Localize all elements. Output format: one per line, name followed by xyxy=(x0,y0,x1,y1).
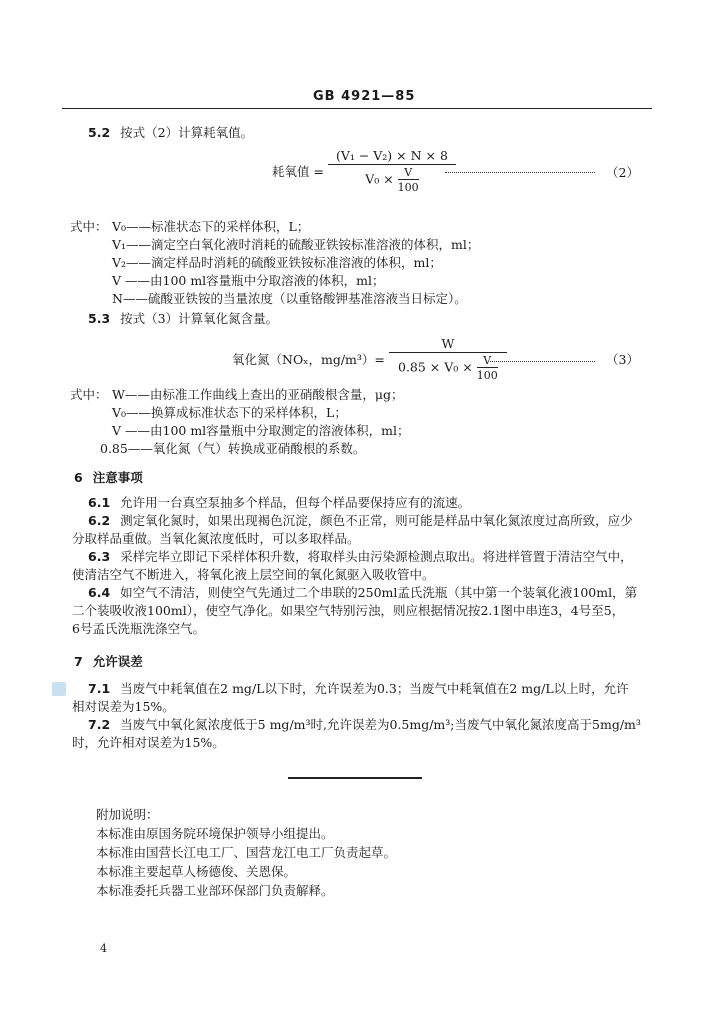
sec7-item-2-line-2: 时，允许相对误差为15%。 xyxy=(72,735,225,750)
formula-2-inner-denominator: 100 xyxy=(397,181,419,194)
formula-3-fraction xyxy=(389,336,507,382)
sec53-heading xyxy=(88,310,278,328)
item-number: 7.2 xyxy=(88,717,111,732)
formula-3-inner-denominator: 100 xyxy=(476,369,498,382)
section-divider xyxy=(288,777,422,779)
sec53-def-2: V ——由100 ml容量瓶中分取测定的溶液体积，ml； xyxy=(112,423,410,438)
notes-line-3: 本标准主要起草人杨德俊、关恩保。 xyxy=(96,864,297,879)
sec52-heading xyxy=(88,124,253,142)
formula-2-denominator-pre: V₀ × xyxy=(365,171,394,187)
sec7-item-2 xyxy=(88,716,641,734)
formula-3-lhs: 氧化氮（NOₓ，mg/m³）= xyxy=(232,352,385,367)
formula-2-leader-dots xyxy=(445,172,595,173)
formula-2-denominator xyxy=(328,165,456,194)
sec6-item-2 xyxy=(88,512,633,530)
sec53-def-3: 0.85——氧化氮（气）转换成亚硝酸根的系数。 xyxy=(100,441,366,456)
header-rule xyxy=(62,108,652,109)
sec6-title: 注意事项 xyxy=(92,470,143,485)
formula-3-denominator xyxy=(389,353,507,382)
formula-2-lhs: 耗氧值 = xyxy=(272,164,324,179)
sec6-item-1 xyxy=(88,494,470,512)
standard-code: GB 4921—85 xyxy=(313,89,416,104)
sec7-heading xyxy=(74,652,143,670)
item-line: 测定氧化氮时，如果出现褐色沉淀，颜色不正常，则可能是样品中氧化氮浓度过高所致，应少 xyxy=(120,513,633,528)
formula-3-denominator-pre: 0.85 × V₀ × xyxy=(398,359,473,375)
sec52-def-4: N——硫酸亚铁铵的当量浓度（以重铬酸钾基准溶液当日标定）。 xyxy=(112,291,467,306)
formula-3-inner-numerator: V xyxy=(477,354,498,368)
formula-2-numerator: (V₁ − V₂) × N × 8 xyxy=(328,148,456,165)
formula-3-numerator: W xyxy=(389,336,507,353)
sec52-def-0: V₀——标准状态下的采样体积，L； xyxy=(112,219,310,234)
sec53-def-0: W——由标准工作曲线上查出的亚硝酸根含量，μg； xyxy=(112,387,404,402)
sec53-number: 5.3 xyxy=(88,311,111,326)
item-number: 6.3 xyxy=(88,549,111,564)
sec6-item-4-line-3: 6号孟氏洗瓶洗涤空气。 xyxy=(72,621,205,636)
item-line: 允许用一台真空泵抽多个样品，但每个样品要保持应有的流速。 xyxy=(120,495,471,510)
sec6-number: 6 xyxy=(74,470,83,485)
item-number: 6.4 xyxy=(88,585,111,600)
formula-3-number: （3） xyxy=(606,352,639,367)
item-line: 采样完毕立即记下采样体积升数，将取样头由污染源检测点取出。将进样管置于清洁空气中， xyxy=(120,549,633,564)
sec6-heading xyxy=(74,468,143,486)
sec6-item-3-line-2: 使清洁空气不断进入，将氧化液上层空间的氧化氮驱入吸收管中。 xyxy=(72,567,435,582)
notes-line-4: 本标准委托兵器工业部环保部门负责解释。 xyxy=(96,883,334,898)
sec52-where-label: 式中： xyxy=(70,219,108,234)
item-line: 当废气中氧化氮浓度低于5 mg/m³时,允许误差为0.5mg/m³;当废气中氧化氮浓度高于5mg/m³ xyxy=(120,717,641,732)
formula-2-fraction xyxy=(328,148,456,194)
notes-title: 附加说明： xyxy=(96,807,159,822)
sec7-item-1 xyxy=(88,680,629,698)
margin-stamp-mark xyxy=(52,682,66,696)
sec53-text: 按式（3）计算氧化氮含量。 xyxy=(120,311,279,326)
item-number: 7.1 xyxy=(88,681,111,696)
notes-line-1: 本标准由原国务院环境保护领导小组提出。 xyxy=(96,826,334,841)
sec52-def-2: V₂——滴定样品时消耗的硫酸亚铁铵标准溶液的体积，ml； xyxy=(112,255,442,270)
sec7-title: 允许误差 xyxy=(92,654,143,669)
formula-2-inner-numerator: V xyxy=(398,166,419,180)
formula-2 xyxy=(272,148,456,194)
item-line: 当废气中耗氧值在2 mg/L以下时，允许误差为0.3；当废气中耗氧值在2 mg/L以上时，允许 xyxy=(120,681,629,696)
page-number: 4 xyxy=(100,942,107,955)
sec52-def-1: V₁——滴定空白氧化液时消耗的硫酸亚铁铵标准溶液的体积，ml； xyxy=(112,237,480,252)
item-line: 如空气不清洁，则使空气先通过二个串联的250ml孟氏洗瓶（其中第一个装氧化液100ml，第 xyxy=(120,585,638,600)
item-number: 6.1 xyxy=(88,495,111,510)
sec7-number: 7 xyxy=(74,654,83,669)
sec7-item-1-line-2: 相对误差为15%。 xyxy=(72,699,175,714)
sec53-where-label: 式中： xyxy=(70,387,108,402)
sec6-item-3 xyxy=(88,548,633,566)
sec6-item-2-line-2: 分取样品重做。当氧化氮浓度低时，可以多取样品。 xyxy=(72,531,360,546)
item-number: 6.2 xyxy=(88,513,111,528)
notes-line-2: 本标准由国营长江电工厂、国营龙江电工厂负责起草。 xyxy=(96,845,397,860)
sec6-item-4 xyxy=(88,584,637,602)
formula-3 xyxy=(232,336,507,382)
formula-2-inner-fraction xyxy=(398,166,419,194)
sec53-def-1: V₀——换算成标准状态下的采样体积，L； xyxy=(112,405,347,420)
sec52-text: 按式（2）计算耗氧值。 xyxy=(120,125,254,140)
formula-2-number: （2） xyxy=(606,165,639,180)
sec52-number: 5.2 xyxy=(88,125,111,140)
formula-3-leader-dots xyxy=(490,361,595,362)
formula-3-inner-fraction xyxy=(477,354,498,382)
sec52-def-3: V ——由100 ml容量瓶中分取溶液的体积，ml； xyxy=(112,273,385,288)
sec6-item-4-line-2: 二个装吸收液100ml），使空气净化。如果空气特别污浊，则应根据情况按2.1图中串连3，4号至5， xyxy=(72,603,625,618)
